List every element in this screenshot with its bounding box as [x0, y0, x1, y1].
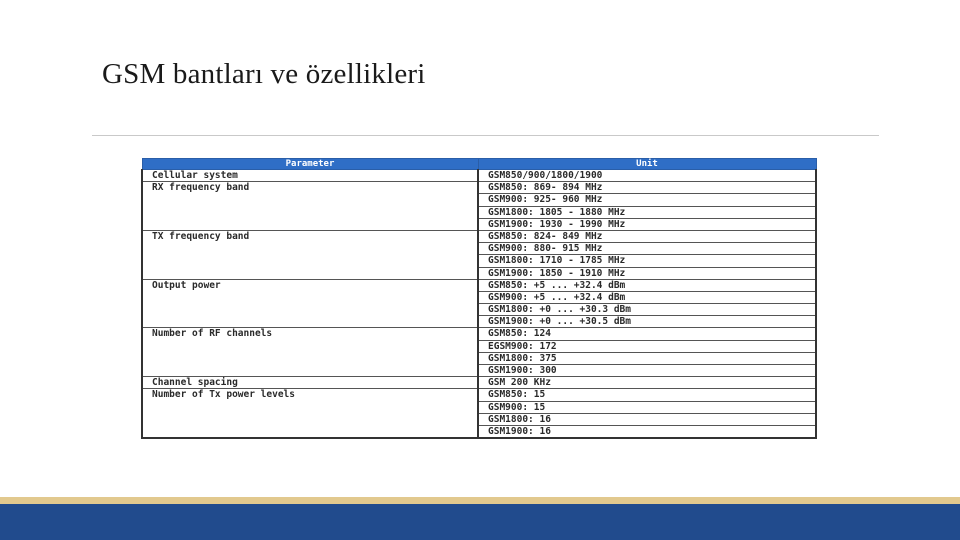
unit-cell: GSM850: 124 — [478, 328, 816, 340]
unit-cell: GSM1800: +0 ... +30.3 dBm — [478, 304, 816, 316]
table-row — [142, 328, 816, 340]
parameter-cell: RX frequency band — [142, 182, 478, 231]
header-unit: Unit — [478, 159, 816, 170]
unit-cell: EGSM900: 172 — [478, 340, 816, 352]
unit-cell: GSM1800: 1805 - 1880 MHz — [478, 206, 816, 218]
parameter-cell: Number of Tx power levels — [142, 389, 478, 438]
gsm-spec-table — [141, 158, 817, 439]
unit-cell: GSM1900: 300 — [478, 365, 816, 377]
unit-cell: GSM1800: 1710 - 1785 MHz — [478, 255, 816, 267]
unit-cell: GSM1900: 1930 - 1990 MHz — [478, 218, 816, 230]
table-header-row — [142, 159, 816, 170]
unit-cell: GSM850: 15 — [478, 389, 816, 401]
unit-cell: GSM1800: 375 — [478, 352, 816, 364]
unit-cell: GSM850: +5 ... +32.4 dBm — [478, 279, 816, 291]
table-row — [142, 230, 816, 242]
parameter-cell: TX frequency band — [142, 230, 478, 279]
header-parameter: Parameter — [142, 159, 478, 170]
unit-cell: GSM900: 925- 960 MHz — [478, 194, 816, 206]
unit-cell: GSM900: 880- 915 MHz — [478, 243, 816, 255]
title-divider — [92, 135, 879, 136]
unit-cell: GSM1900: 16 — [478, 425, 816, 438]
unit-cell: GSM900: +5 ... +32.4 dBm — [478, 291, 816, 303]
table-row — [142, 182, 816, 194]
table-row — [142, 389, 816, 401]
parameter-cell: Number of RF channels — [142, 328, 478, 377]
unit-cell: GSM1900: 1850 - 1910 MHz — [478, 267, 816, 279]
slide-title: GSM bantları ve özellikleri — [102, 58, 426, 90]
footer-accent-stripe — [0, 497, 960, 504]
unit-cell: GSM1900: +0 ... +30.5 dBm — [478, 316, 816, 328]
parameter-cell: Channel spacing — [142, 377, 478, 389]
unit-cell: GSM900: 15 — [478, 401, 816, 413]
unit-cell: GSM1800: 16 — [478, 413, 816, 425]
unit-cell: GSM850: 824- 849 MHz — [478, 230, 816, 242]
table-row — [142, 377, 816, 389]
table-body — [142, 170, 816, 439]
parameter-cell: Cellular system — [142, 170, 478, 182]
unit-cell: GSM 200 KHz — [478, 377, 816, 389]
parameter-cell: Output power — [142, 279, 478, 328]
footer-band — [0, 504, 960, 540]
table-row — [142, 170, 816, 182]
unit-cell: GSM850/900/1800/1900 — [478, 170, 816, 182]
unit-cell: GSM850: 869- 894 MHz — [478, 182, 816, 194]
table-row — [142, 279, 816, 291]
